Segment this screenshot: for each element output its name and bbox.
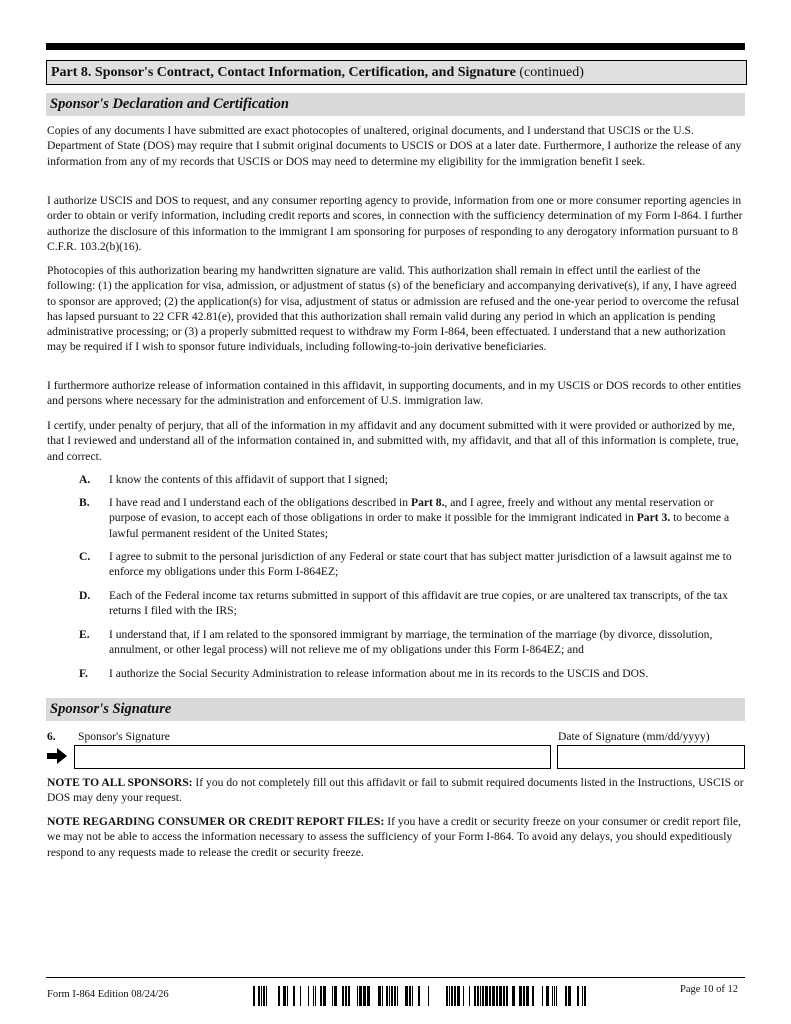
page-number: Page 10 of 12 — [680, 984, 739, 995]
item-text: I know the contents of this affidavit of support that I signed; — [109, 473, 388, 486]
sponsor-signature-field[interactable] — [74, 745, 551, 769]
part-header-continued: (continued) — [515, 65, 584, 80]
item-text: I have read and I understand each of the obligations described in Part 8., and I agree, freely and without any mental reservation or purpose of evasion, to accept each of those obligations in order to make it possible for the immigrant indicated in Part 3. to become a lawful permanent resident of the United States; — [109, 496, 730, 540]
item-letter: F. — [79, 667, 88, 680]
top-rule — [46, 43, 745, 50]
item-text: I understand that, if I am related to the sponsored immigrant by marriage, the termination of the marriage (by divorce, dissolution, annulment, or other legal process) will not relieve me of my obligations under this Form I-864EZ; and — [109, 628, 713, 657]
date-of-signature-field[interactable] — [557, 745, 745, 769]
note-to-all-sponsors: NOTE TO ALL SPONSORS: If you do not completely fill out this affidavit or fail to submit required documents listed in the Instructions, USCIS or DOS may deny your request. — [47, 776, 744, 805]
declaration-section-title: Sponsor's Declaration and Certification — [46, 93, 745, 116]
item-text: I authorize the Social Security Administration to release information about me in its records to the USCIS and DOS. — [109, 667, 649, 680]
item-letter: A. — [79, 473, 91, 486]
signature-section-title: Sponsor's Signature — [46, 698, 745, 721]
signature-item-number: 6. — [47, 730, 56, 743]
item-text: I agree to submit to the personal jurisdiction of any Federal or state court that has subject matter jurisdiction of a lawsuit against me to enforce my obligations under this Form I-864EZ; — [109, 550, 732, 579]
barcode-graphic — [253, 986, 593, 1006]
item-letter: D. — [79, 589, 91, 602]
footer-rule — [46, 977, 745, 978]
note-credit-report: NOTE REGARDING CONSUMER OR CREDIT REPORT FILES: If you have a credit or security freeze on your consumer or credit report file, we may not be able to access the information necessary to assess the sufficiency of your Form I-864. To avoid any delays, you should expeditiously respond to any requests made to release the credit or security freeze. — [47, 815, 742, 859]
part-header-title: Part 8. Sponsor's Contract, Contact Information, Certification, and Signature — [51, 65, 516, 80]
item-letter: C. — [79, 550, 91, 563]
item-letter: B. — [79, 496, 90, 509]
declaration-paragraph-2: I authorize USCIS and DOS to request, and any consumer reporting agency to provide, information from one or more consumer reporting agencies in order to obtain or verify information, including credit reports and scores, in connection with the sufficiency determination of my Form I-864. I further authorize the disclosure of this information to the immigrant I am sponsoring for purposes of responding to any derogatory information pursuant to 8 C.F.R. 103.2(b)(16). — [47, 194, 743, 253]
signature-label: Sponsor's Signature — [78, 730, 170, 743]
date-label: Date of Signature (mm/dd/yyyy) — [558, 730, 710, 743]
declaration-paragraph-5: I certify, under penalty of perjury, that all of the information in my affidavit and any document submitted with it were provided or authorized by me, that I reviewed and understand all of the information contained in, and submitted with, my affidavit, and that all of this information is complete, true, and correct. — [47, 419, 739, 463]
declaration-paragraph-3: Photocopies of this authorization bearing my handwritten signature are valid. This authorization shall remain in effect until the earliest of the following: (1) the application for visa, admission, or adjustment of status (s) of the beneficiary and accompanying derivative(s), if any, I have agreed to sponsor are approved; (2) the application(s) for visa, adjustment of status or admission are refused and the one-year period to overcome the refusal has lapsed pursuant to 22 CFR 42.81(e), provided that this authorization shall remain valid during any period in which an application is pending administrative processing; or (3) a properly submitted request to withdraw my Form I-864, been effectuated. I understand that a new authorization may be required if I wish to sponsor future individuals, including following-to-join derivative beneficiaries. — [47, 264, 740, 354]
part-header — [46, 60, 747, 85]
form-edition: Form I-864 Edition 08/24/26 — [47, 989, 169, 1000]
right-arrow-icon — [47, 748, 67, 764]
item-letter: E. — [79, 628, 90, 641]
declaration-paragraph-1: Copies of any documents I have submitted are exact photocopies of unaltered, original documents, and I understand that USCIS or the U.S. Department of State (DOS) may require that I submit original documents to USCIS or DOS at a later date. Furthermore, I authorize the release of any information from any of my records that USCIS or DOS may need to determine my eligibility for the immigration benefit I seek. — [47, 124, 742, 168]
item-text: Each of the Federal income tax returns submitted in support of this affidavit are true copies, or are unaltered tax transcripts, of the tax returns I filed with the IRS; — [109, 589, 728, 618]
declaration-paragraph-4: I furthermore authorize release of information contained in this affidavit, in supporting documents, and in my USCIS or DOS records to other entities and persons where necessary for the administration and enforcement of U.S. immigration law. — [47, 379, 741, 408]
